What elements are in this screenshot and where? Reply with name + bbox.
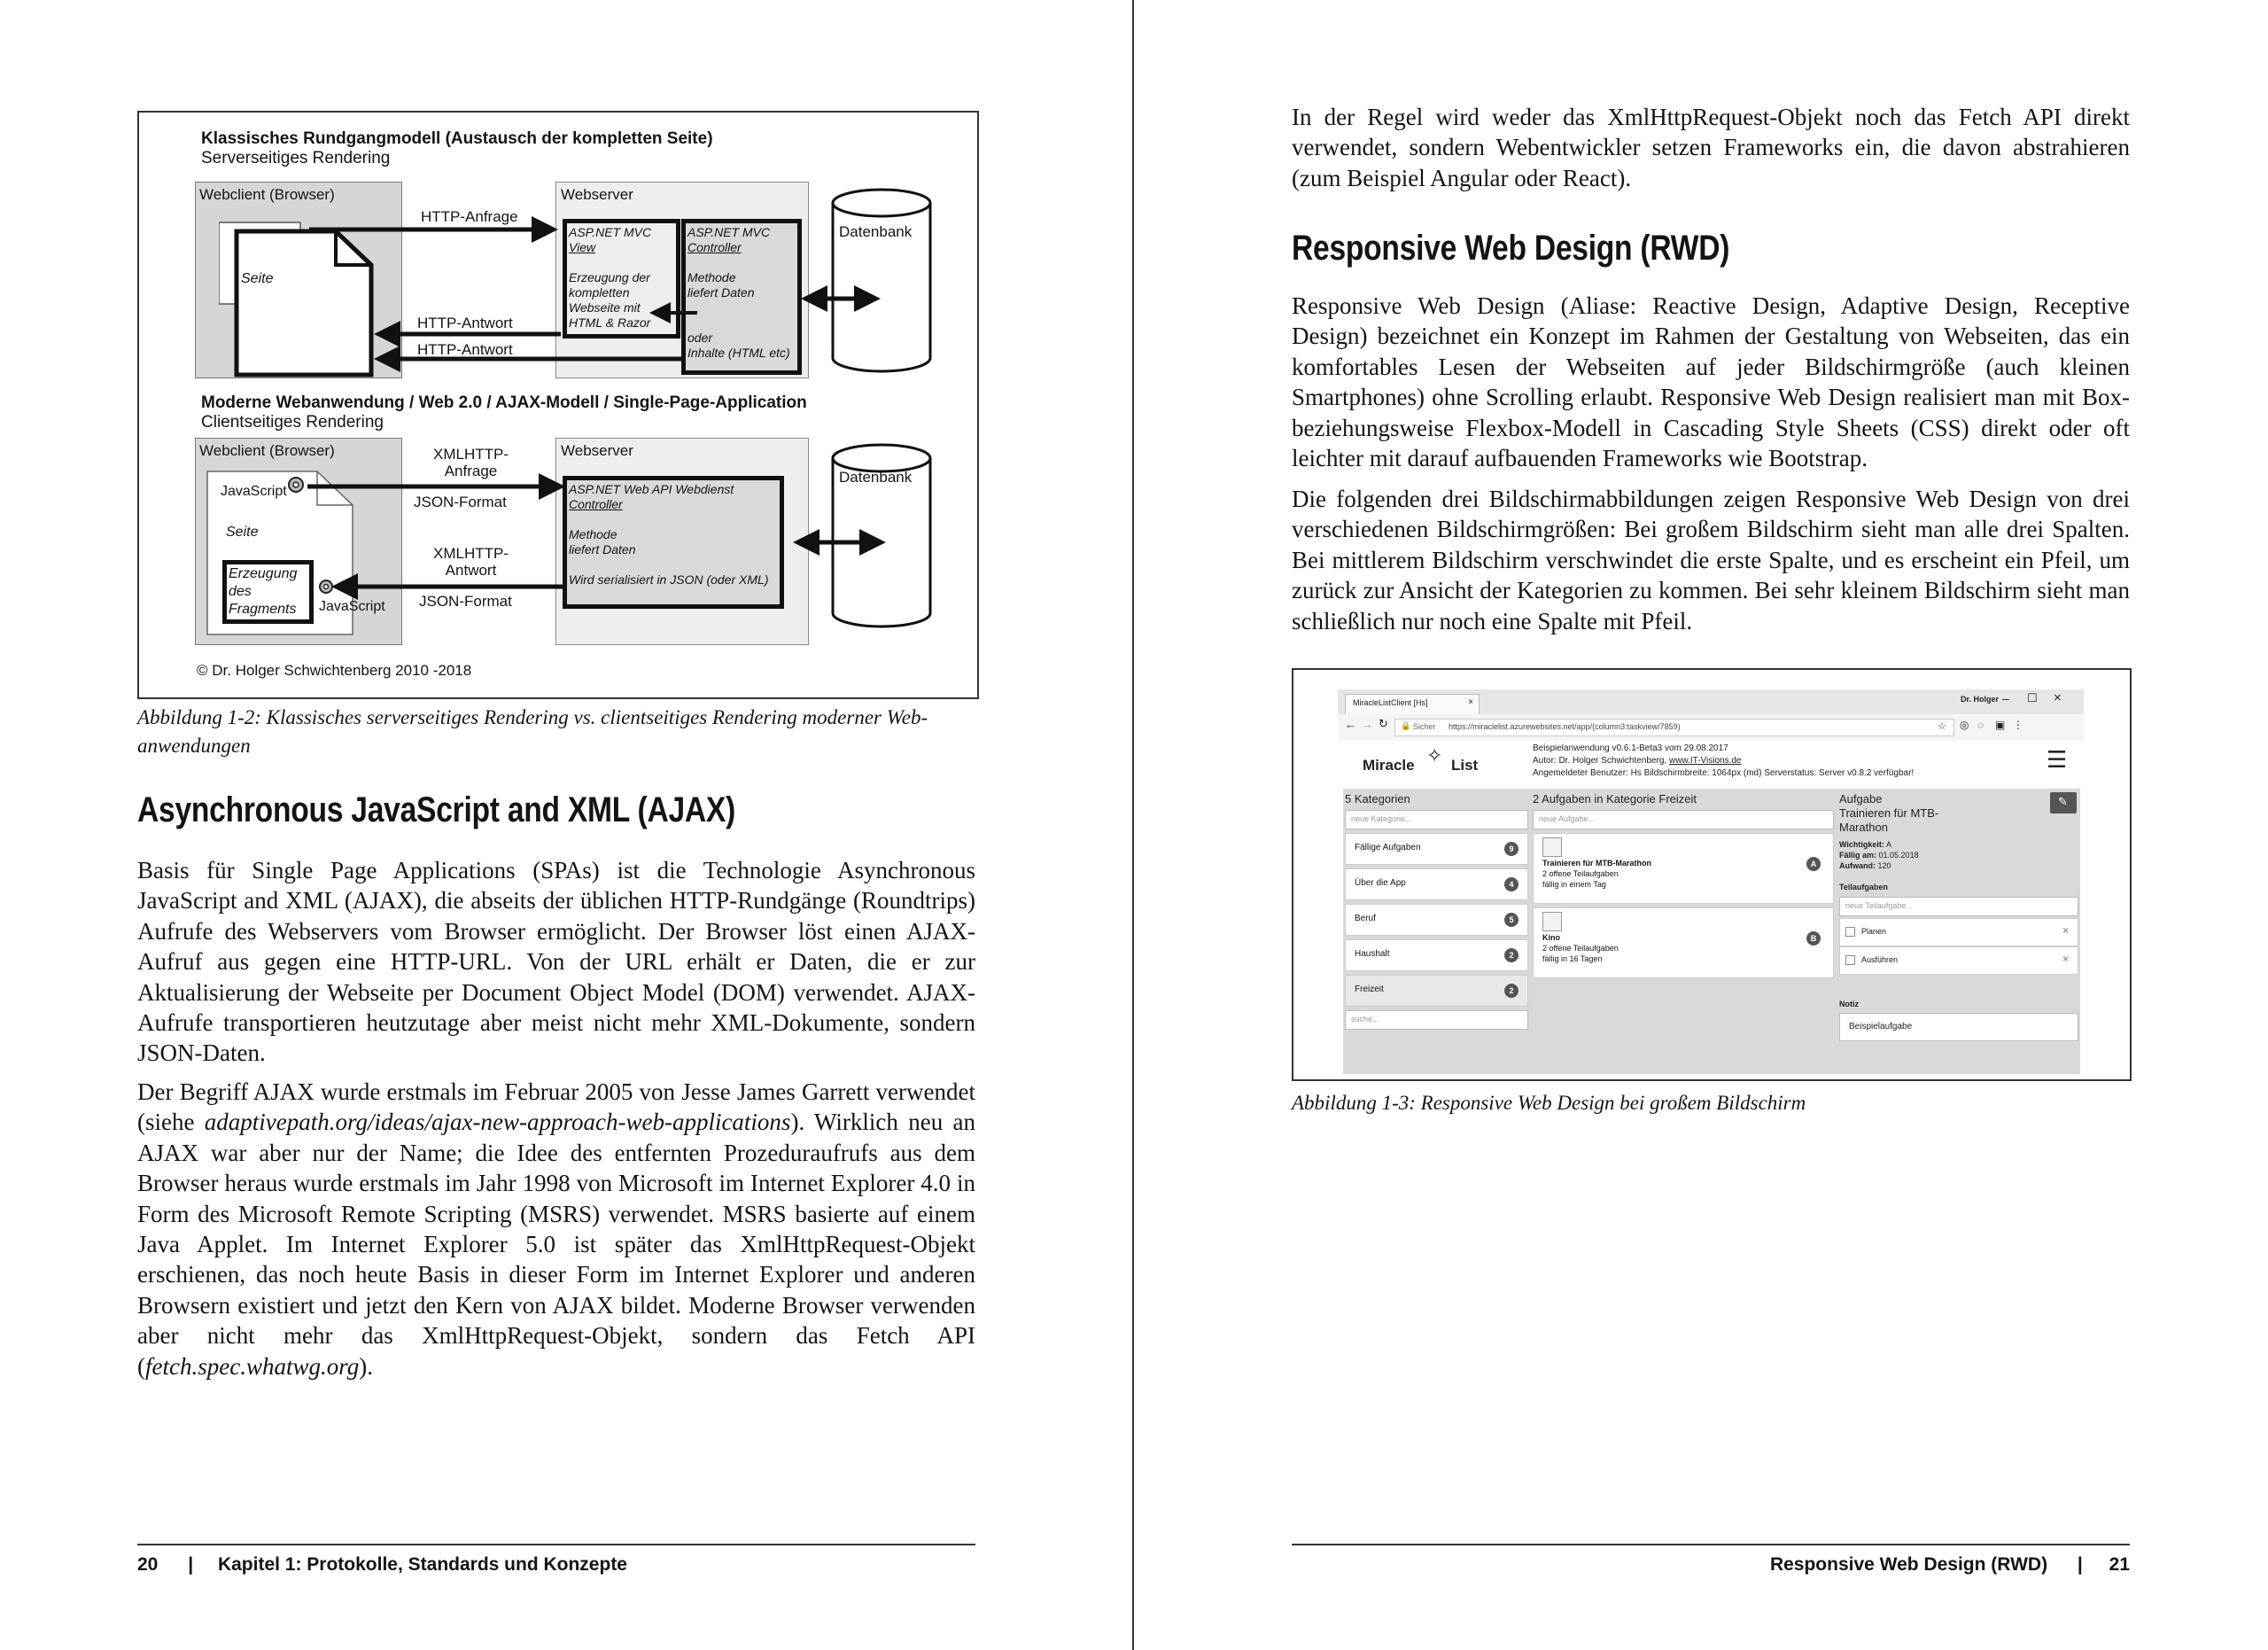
subtasks-header: Teilaufgaben	[1839, 883, 1888, 891]
page-label-2: Seite	[226, 525, 259, 540]
logo-word-1: Miracle	[1363, 757, 1415, 774]
app-info-line-3: Angemeldeter Benutzer: Hs Bildschirmbreite: 1064px (md) Serverstatus: Server v0.8.2 verfügbar!	[1533, 768, 1915, 778]
xmlhttp-request-format: JSON-Format	[414, 494, 507, 510]
subtask-delete-icon[interactable]: ×	[2062, 953, 2069, 965]
task-detail-title-1: Trainieren für MTB-	[1839, 806, 1939, 820]
javascript-label: JavaScript	[221, 484, 287, 499]
bookmark-star-icon[interactable]: ☆	[1938, 721, 1946, 732]
new-category-input[interactable]: neue Kategorie...	[1345, 810, 1528, 829]
footer-section-title: Responsive Web Design (RWD)	[1769, 1554, 2048, 1575]
task-subtasks: 2 offene Teilaufgaben	[1542, 944, 1619, 953]
note-field[interactable]: Beispielaufgabe	[1839, 1013, 2078, 1041]
diagram-section2-title: Moderne Webanwendung / Web 2.0 / AJAX-Modell / Single-Page-Application	[201, 393, 807, 412]
task-priority-badge: B	[1806, 931, 1821, 946]
mvc-view-text: ASP.NET MVC View Erzeugung der kompletten Webseite mit HTML & Razor	[569, 225, 652, 330]
address-secure: Sicher	[1413, 722, 1436, 731]
app-info-line-2: Autor: Dr. Holger Schwichtenberg, www.IT-Visions.de	[1533, 756, 1742, 766]
category-item[interactable]	[1345, 904, 1528, 936]
hamburger-menu-icon[interactable]: ☰	[2047, 746, 2068, 773]
forward-icon[interactable]: →	[1362, 718, 1373, 731]
footer-separator-left: |	[188, 1554, 194, 1575]
database-label-1: Datenbank	[839, 223, 913, 240]
window-close-icon[interactable]: ×	[2054, 690, 2062, 705]
category-count-badge: 4	[1504, 877, 1518, 891]
menu-dots-icon[interactable]: ⋮	[2013, 719, 2023, 731]
new-subtask-input[interactable]: neue Teilaufgabe...	[1839, 897, 2078, 916]
webclient-label-2: Webclient (Browser)	[199, 442, 335, 459]
xmlhttp-response-format: JSON-Format	[419, 593, 512, 610]
webserver-label-2: Webserver	[561, 442, 633, 459]
category-name: Beruf	[1355, 914, 1376, 923]
link-fetch-spec[interactable]: fetch.spec.whatwg.org	[145, 1352, 360, 1380]
browser-tab-title: MiracleListClient [Hs]	[1353, 698, 1428, 707]
javascript-label-2: JavaScript	[319, 599, 385, 614]
task-due: fällig in einem Tag	[1542, 880, 1606, 889]
task-item[interactable]	[1533, 907, 1834, 978]
app-info-line-1: Beispielanwendung v0.6.1-Beta3 vom 29.08.2017	[1533, 743, 1728, 753]
reload-icon[interactable]: ↻	[1379, 717, 1388, 730]
category-count-badge: 2	[1504, 984, 1518, 998]
category-count-badge: 5	[1504, 913, 1518, 927]
task-detail-title-2: Marathon	[1839, 821, 1888, 834]
subtask-checkbox[interactable]	[1845, 955, 1855, 965]
back-icon[interactable]: ←	[1345, 718, 1356, 731]
figure-caption-1-2	[137, 704, 975, 760]
subtask-delete-icon[interactable]: ×	[2062, 924, 2069, 937]
task-checkbox[interactable]	[1542, 837, 1562, 857]
footer-rule-right	[1292, 1544, 2130, 1545]
footer-right	[1770, 1554, 2130, 1576]
category-search-input[interactable]: suche...	[1345, 1010, 1528, 1030]
address-bar[interactable]	[1394, 719, 1954, 736]
paragraph-frameworks: In der Regel wird weder das XmlHttpRequest-Objekt noch das Fetch API direkt verwendet, sondern Webentwickler setzen Frameworks ein, die davon abstrahieren (zum Beispiel Angular oder React).	[1292, 104, 2130, 191]
author-link[interactable]: www.IT-Visions.de	[1668, 756, 1742, 766]
diagram-section1-title: Klassisches Rundgangmodell (Austausch der kompletten Seite)	[201, 129, 713, 148]
diagram-section1-subtitle: Serverseitiges Rendering	[201, 149, 391, 167]
page-number-right: 21	[2109, 1554, 2130, 1575]
web-api-box	[563, 476, 784, 609]
rendering-diagram	[137, 111, 979, 699]
lock-icon: 🔒	[1401, 721, 1411, 730]
subtask-item[interactable]	[1839, 918, 2078, 946]
edit-task-button[interactable]	[2050, 792, 2077, 813]
pencil-icon: ✎	[2058, 795, 2068, 808]
subtask-item[interactable]	[1839, 946, 2078, 975]
fragment-text: Erzeugung des Fragments	[229, 566, 298, 617]
tab-close-icon[interactable]: ×	[1468, 697, 1473, 707]
gear-icon-2	[316, 576, 336, 597]
xmlhttp-response-label: XMLHTTP- Antwort	[433, 545, 509, 579]
mvc-view-box	[563, 219, 680, 339]
subtask-checkbox[interactable]	[1845, 927, 1855, 937]
footer-chapter: Kapitel 1: Protokolle, Standards und Konzepte	[217, 1554, 627, 1575]
category-count-badge: 9	[1504, 842, 1518, 856]
logo-word-2: List	[1451, 757, 1479, 774]
database-label-2: Datenbank	[839, 469, 913, 486]
category-name: Haushalt	[1355, 949, 1390, 959]
http-response-label-2: HTTP-Antwort	[417, 341, 513, 358]
diagram-section2-subtitle: Clientseitiges Rendering	[201, 413, 384, 432]
category-item[interactable]	[1345, 833, 1528, 865]
footer-left	[137, 1554, 627, 1576]
magic-wand-icon: ✧	[1426, 744, 1443, 767]
caption-line-1: Abbildung 1-2: Klassisches serverseitiges Rendering vs. clientseitiges Rendering moderner Web-	[137, 706, 928, 728]
mvc-controller-text: ASP.NET MVC Controller Methode liefert Daten oder Inhalte (HTML etc)	[687, 225, 790, 360]
xmlhttp-request-label: XMLHTTP- Anfrage	[433, 446, 509, 479]
task-title: Kino	[1542, 933, 1560, 942]
importance-row: Wichtigkeit: A	[1839, 840, 1891, 849]
effort-row: Aufwand: 120	[1839, 861, 1891, 870]
heading-rwd: Responsive Web Design (RWD)	[1292, 229, 1730, 268]
page-label: Seite	[241, 271, 274, 286]
web-api-text: ASP.NET Web API Webdienst Controller Methode liefert Daten Wird serialisiert in JSON (oder XML)	[569, 482, 769, 587]
subtask-name: Planen	[1861, 927, 1887, 936]
category-name: Über die App	[1355, 878, 1406, 888]
http-response-label-1: HTTP-Antwort	[417, 315, 513, 331]
category-count-badge: 2	[1504, 948, 1518, 962]
gear-icon	[285, 473, 307, 498]
browser-tab[interactable]	[1345, 694, 1480, 714]
extension-icon[interactable]: ◎	[1960, 719, 1969, 731]
paragraph-rwd-2: Die folgenden drei Bildschirmabbildungen zeigen Responsive Web Design von drei verschiedenen Bildschirmgrößen: Bei großem Bildschirm sieht man alle drei Spalten. Bei mittlerem Bildschirm verschwindet die erste Spalte, und es erscheint ein Pfeil, um zurück zur Ansicht der Kategorien zu kommen. Bei sehr kleinem Bildschirm sieht man schließlich nur noch eine Spalte mit Pfeil.	[1292, 486, 2130, 634]
page-document-icon	[219, 219, 414, 383]
miraclelist-screenshot	[1292, 668, 2132, 1081]
window-maximize-icon[interactable]: ☐	[2027, 691, 2038, 704]
diagram-copyright: © Dr. Holger Schwichtenberg 2010 -2018	[197, 662, 472, 679]
task-subtasks: 2 offene Teilaufgaben	[1542, 869, 1619, 878]
browser-user: Dr. Holger	[1961, 695, 2000, 704]
figure-caption-1-3: Abbildung 1-3: Responsive Web Design bei großem Bildschirm	[1292, 1092, 1806, 1114]
task-priority-badge: A	[1806, 857, 1821, 871]
due-row: Fällig am: 01.05.2018	[1839, 851, 1919, 860]
task-checkbox[interactable]	[1542, 912, 1562, 931]
webserver-label: Webserver	[561, 186, 633, 203]
categories-header: 5 Kategorien	[1345, 792, 1410, 806]
note-header: Notiz	[1839, 1000, 1859, 1008]
paragraph-ajax-1: Basis für Single Page Applications (SPAs) ist die Technologie Asynchronous JavaScript and XML (AJAX), die abseits der üblichen HTTP-Rundgänge (Roundtrips) Aufrufe des Webservers vom Browser ermöglicht. Der Browser löst einen AJAX-Aufruf aus gegen eine HTTP-URL. Von der URL erhält er Daten, die er zur Aktualisierung der Webseite per Document Object Model (DOM) verwendet. AJAX-Aufrufe transportieren heutzutage aber meist nicht mehr XML-Dokumente, sondern JSON-Daten.	[137, 857, 975, 1067]
database-icon-1	[830, 185, 936, 376]
tasks-header: 2 Aufgaben in Kategorie Freizeit	[1533, 792, 1697, 806]
left-page	[0, 0, 1132, 1650]
cast-icon[interactable]: ▣	[1995, 719, 2006, 731]
webclient-label: Webclient (Browser)	[199, 186, 335, 203]
category-item[interactable]	[1345, 939, 1528, 971]
task-due: fällig in 16 Tagen	[1542, 954, 1603, 963]
address-url: https://miraclelist.azurewebsites.net/app/(column3:taskview/7859)	[1449, 722, 1681, 731]
footer-separator-right: |	[2077, 1554, 2083, 1575]
paragraph-ajax-2: Der Begriff AJAX wurde erstmals im Februar 2005 von Jesse James Garrett verwendet (siehe adaptivepath.org/ideas/ajax-new-approach-web-applications). Wirklich neu an AJAX war aber nur der Name; die Idee des entfernten Prozeduraufrufs aus dem Browser heraus wurde erstmals im Jahr 1998 von Microsoft im Internet Explorer 4.0 in Form des Microsoft Remote Scripting (MSRS) verwendet. MSRS basierte auf einem Java Applet. Im Internet Explorer 5.0 ist später das XmlHttpRequest-Objekt erschienen, das noch heute Basis in dieser Form im Internet Explorer und anderen Browsern existiert und jetzt den Kern von AJAX bildet. Moderne Browser verwenden aber nicht mehr das XmlHttpRequest-Objekt, sondern das Fetch API (fetch.spec.whatwg.org).	[137, 1078, 976, 1380]
caption-line-2: anwendungen	[137, 735, 251, 757]
http-request-label: HTTP-Anfrage	[421, 208, 518, 225]
category-name: Freizeit	[1355, 985, 1384, 994]
mvc-controller-box	[681, 219, 802, 375]
shield-icon[interactable]: ◌	[1977, 719, 1984, 731]
category-name: Fällige Aufgaben	[1355, 843, 1421, 852]
fragment-box	[222, 560, 314, 624]
category-item[interactable]	[1345, 868, 1528, 900]
window-minimize-icon[interactable]: –	[2002, 691, 2009, 705]
task-item[interactable]	[1533, 833, 1834, 904]
task-detail-header: Aufgabe	[1839, 792, 1883, 806]
subtask-name: Ausführen	[1861, 955, 1899, 964]
page-number-left: 20	[137, 1554, 159, 1575]
new-task-input[interactable]: neue Aufgabe...	[1533, 810, 1834, 829]
link-adaptivepath[interactable]: adaptivepath.org/ideas/ajax-new-approach-web-applications	[204, 1109, 791, 1136]
paragraph-rwd-1: Responsive Web Design (Aliase: Reactive Design, Adaptive Design, Receptive Design) bezeichnet ein Konzept im Rahmen der Gestaltung von Webseiten, das ein komfortables Lesen der Webseiten auf jeder Bildschirmgröße (auch kleinen Smartphones) ohne Scrolling erlaubt. Responsive Web Design realisiert man mit Box- beziehungsweise Flexbox-Modell in Cascading Style Sheets (CSS) direkt oder oft leichter mit darauf aufbauenden Frameworks wie Bootstrap.	[1292, 292, 2130, 472]
heading-ajax: Asynchronous JavaScript and XML (AJAX)	[137, 790, 736, 829]
category-item[interactable]	[1345, 975, 1528, 1007]
task-title: Trainieren für MTB-Marathon	[1542, 859, 1652, 868]
footer-rule-left	[137, 1544, 975, 1545]
